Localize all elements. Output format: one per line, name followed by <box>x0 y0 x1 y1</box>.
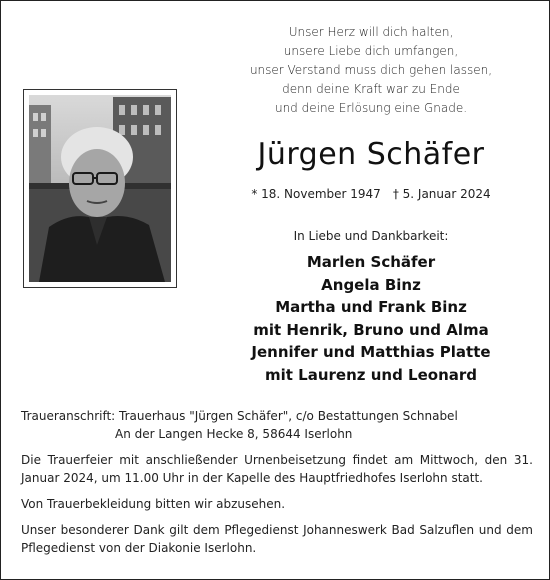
birth-date: * 18. November 1947 <box>251 187 381 201</box>
portrait-photo <box>29 95 171 282</box>
portrait-frame <box>23 89 177 288</box>
poem-line: Unser Herz will dich halten, <box>288 25 454 39</box>
family-member: mit Henrik, Bruno und Alma <box>253 320 489 339</box>
poem-line: und deine Erlösung eine Gnade. <box>274 101 468 115</box>
portrait-image <box>29 95 171 282</box>
family-member: Marlen Schäfer <box>306 253 436 271</box>
family-member: Jennifer und Matthias Platte <box>251 343 491 361</box>
gratitude-note: Unser besonderer Dank gilt dem Pflegedienst Johanneswerk Bad Salzuflen und dem Pflegedienst von der Diakonie Iserlohn. <box>21 523 533 555</box>
poem <box>211 23 531 118</box>
poem-line: unsere Liebe dich umfangen, <box>283 44 459 58</box>
family-member: Angela Binz <box>321 275 421 294</box>
death-date: † 5. Januar 2024 <box>392 187 491 201</box>
family-member: mit Laurenz und Leonard <box>264 365 477 384</box>
address-line-2: An der Langen Hecke 8, 58644 Iserlohn <box>115 427 353 441</box>
funeral-info: Die Trauerfeier mit anschließender Urnenbeisetzung findet am Mittwoch, den 31. Januar 2024, um 11.00 Uhr in der Kapelle des Hauptfriedhofes Iserlohn statt. <box>21 453 533 485</box>
poem-line: unser Verstand muss dich gehen lassen, <box>249 63 493 77</box>
family-list <box>211 251 531 386</box>
clothing-note: Von Trauerbekleidung bitten wir abzusehen. <box>21 497 286 511</box>
notice-details <box>21 407 533 557</box>
address-line-1: Traueranschrift: Trauerhaus "Jürgen Schäfer", c/o Bestattungen Schnabel <box>21 409 458 423</box>
poem-line: denn deine Kraft war zu Ende <box>282 82 460 96</box>
family-member: Martha und Frank Binz <box>275 298 467 316</box>
deceased-name: Jürgen Schäfer <box>257 137 485 172</box>
life-dates <box>211 187 531 201</box>
thanks-line: In Liebe und Dankbarkeit: <box>293 229 449 243</box>
